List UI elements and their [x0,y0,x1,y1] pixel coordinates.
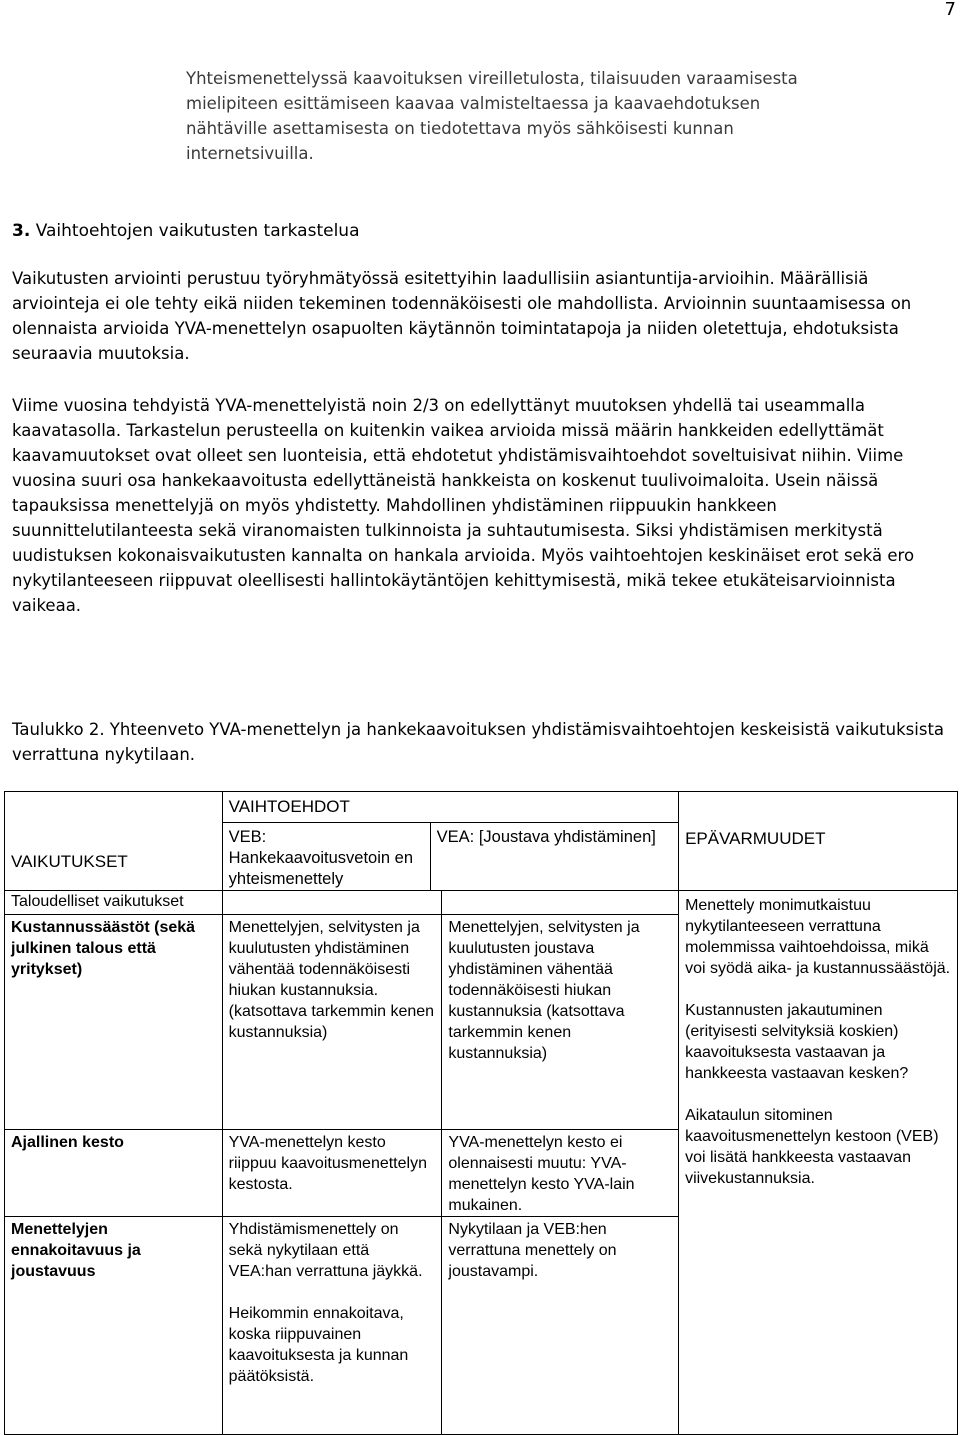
section-number: 3. [12,221,31,241]
epa-text-1: Menettely monimutkaistuu nykytilanteeseen verrattuna molemmissa vaihtoehdoissa, mikä voi syödä aika- ja kustannussäästöjä. [685,897,951,977]
header-vaihtoehdot: VAIHTOEHDOT [223,792,678,823]
header-cell-epavarmuudet [679,792,958,891]
header-alternatives [223,823,678,890]
header-vaikutukset: VAIKUTUKSET [11,852,128,871]
header-cell-vaikutukset [5,792,223,891]
row-ennakoitavuus: Menettelyjen ennakoitavuus ja joustavuus [5,1217,223,1435]
row-ajallinen: Ajallinen kesto [5,1130,223,1217]
cell-ajallinen-veb: YVA-menettelyn kesto riippuu kaavoitusmenettelyn kestosta. [222,1130,442,1217]
section-heading [12,219,912,243]
header-epavarmuudet: EPÄVARMUUDET [685,829,826,848]
intro-paragraph: Yhteismenettelyssä kaavoituksen vireilletulosta, tilaisuuden varaamisesta mielipiteen esittämiseen kaavaa valmisteltaessa ja kaavaehdotuksen nähtäville asettamisesta on tiedotettava myös sähköisesti kunnan internetsivuilla. [186,69,798,163]
cell-ajallinen-vea: YVA-menettelyn kesto ei olennaisesti muutu: YVA-menettelyn kesto YVA-lain mukainen. [442,1130,679,1217]
epa-text-2: Kustannusten jakautuminen (erityisesti selvityksiä koskien) kaavoituksesta vastaavan ja hankkeesta vastaavan kesken? [685,1002,909,1082]
table-caption: Taulukko 2. Yhteenveto YVA-menettelyn ja hankekaavoituksen yhdistämisvaihtoehtojen keskeisistä vaikutuksista verrattuna nykytilaan. [12,720,945,764]
cell-ennakoitavuus-veb [222,1217,442,1435]
cell-epavarmuudet [679,891,958,1435]
header-veb: VEB: Hankekaavoitusvetoin en yhteismenettely [223,823,431,890]
ennakoitavuus-veb-text-2: Heikommin ennakoitava, koska riippuvainen kaavoituksesta ja kunnan päätöksistä. [228,1305,409,1385]
empty-cell [222,891,442,915]
row-taloudelliset: Taloudelliset vaikutukset [5,891,223,915]
table-row [5,792,958,891]
header-vea: VEA: [Joustava yhdistäminen] [436,828,656,846]
row-kustannussaastot: Kustannussäästöt (sekä julkinen talous että yritykset) [5,915,223,1130]
summary-table [4,791,958,1435]
header-cell-vaihtoehdot [222,792,678,891]
section-title: Vaihtoehtojen vaikutusten tarkastelua [35,221,360,241]
cell-kust-vea: Menettelyjen, selvitysten ja kuulutusten joustava yhdistäminen vähentää todennäköisesti hiukan kustannuksia (katsottava tarkemmin kenen kustannuksia) [442,915,679,1130]
page-number: 7 [944,0,956,20]
cell-ennakoitavuus-vea: Nykytilaan ja VEB:hen verrattuna menettely on joustavampi. [442,1217,679,1435]
table-row [5,891,958,915]
cell-kust-veb: Menettelyjen, selvitysten ja kuulutusten yhdistäminen vähentää todennäköisesti hiukan kustannuksia. (katsottava tarkemmin kenen kustannuksia) [222,915,442,1130]
epa-text-3: Aikataulun sitominen kaavoitusmenettelyn kestoon (VEB) voi lisätä hankkeesta vastaavan viivekustannuksia. [685,1107,939,1187]
empty-cell [442,891,679,915]
body-paragraph-2: Viime vuosina tehdyistä YVA-menettelyistä noin 2/3 on edellyttänyt muutoksen yhdellä tai useammalla kaavatasolla. Tarkastelun perusteella on kuitenkin vaikea arvioida missä määrin hankkeiden edellyttämät kaavamuutokset ovat olleet sen luonteisia, että ehdotetut yhdistämisvaihtoehdot soveltuisivat niihin. Viime vuosina suuri osa hankekaavoitusta edellyttäneistä hankkeista on koskenut tuulivoimaloita. Usein näissä tapauksissa menettelyjä on myös yhdistetty. Mahdollinen yhdistäminen riippuukin hankkeen suunnittelutilanteesta sekä viranomaisten tulkinnoista ja suhtautumisesta. Siksi yhdistämisen merkitystä uudistuksen kokonaisvaikutusten kannalta on hankala arvioida. Myös vaihtoehtojen keskinäiset erot sekä ero nykytilanteeseen riippuvat oleellisesti hallintokäytäntöjen kehittymisestä, mikä tekee etukäteisarvioinnista vaikeaa. [12,396,915,615]
body-paragraph-1: Vaikutusten arviointi perustuu työryhmätyössä esitettyihin laadullisiin asiantuntija-arvioihin. Määrällisiä arviointeja ei ole tehty eikä niiden tekeminen todennäköisesti ole mahdollista. Arvioinnin suuntaamisessa on olennaista arvioida YVA-menettelyn osapuolten käytännön toimintatapoja ja niiden oletettuja, ehdotuksista seuraavia muutoksia. [12,269,912,363]
ennakoitavuus-veb-text-1: Yhdistämismenettely on sekä nykytilaan että VEA:han verrattuna jäykkä. [228,1221,423,1280]
